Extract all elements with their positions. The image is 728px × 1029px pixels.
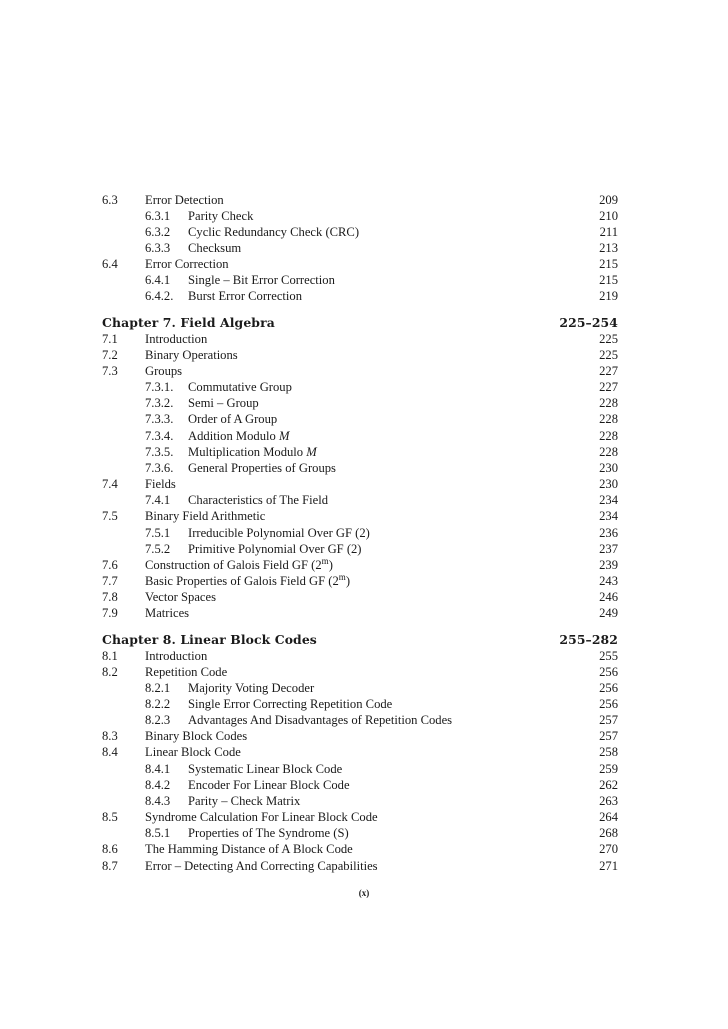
toc-subsection-row (0, 444, 728, 461)
section-number: 7.7 (102, 573, 118, 588)
section-title: Error Correction (145, 257, 229, 272)
page-number: 219 (599, 289, 618, 304)
section-title: Introduction (145, 648, 208, 663)
section-number: 8.4.1 (145, 761, 171, 776)
section-title: Binary Operations (145, 347, 238, 362)
toc-subsection-row (0, 696, 728, 713)
section-title: Systematic Linear Block Code (188, 761, 343, 776)
toc-subsection-row (0, 525, 728, 542)
page-number: 271 (599, 858, 618, 873)
page-number: 228 (599, 412, 618, 427)
section-number: 8.4.3 (145, 793, 171, 808)
page-number: 227 (599, 380, 618, 395)
section-number: 6.4 (102, 257, 118, 272)
page-number: 230 (599, 477, 618, 491)
section-number: 8.7 (102, 858, 118, 873)
toc-subsection-row (0, 272, 728, 289)
section-number: 7.3 (102, 364, 118, 378)
section-number: 7.3.3. (145, 412, 174, 427)
page-number: 210 (599, 208, 618, 223)
section-number: 7.5.1 (145, 525, 171, 540)
section-number: 7.4 (102, 477, 118, 491)
page-number: 234 (599, 509, 618, 524)
page-number: 215 (599, 257, 618, 272)
section-title: Properties of The Syndrome (S) (188, 826, 349, 841)
page-number: 256 (599, 664, 618, 679)
section-title: General Properties of Groups (188, 460, 336, 475)
section-title: Chapter 8. Linear Block Codes (102, 631, 317, 647)
toc-section-row (0, 347, 728, 364)
toc-section-row (0, 744, 728, 761)
section-number: 6.3.2 (145, 224, 171, 239)
section-number: 8.4.2 (145, 777, 171, 792)
section-title: The Hamming Distance of A Block Code (145, 842, 353, 857)
toc-section-row (0, 331, 728, 348)
toc-subsection-row (0, 411, 728, 428)
section-title: Parity Check (188, 208, 254, 223)
section-title: Irreducible Polynomial Over GF (2) (188, 525, 370, 540)
toc-subsection-row (0, 460, 728, 477)
section-title: Basic Properties of Galois Field GF (2$^m$) (145, 571, 351, 588)
section-number: 8.2.3 (145, 713, 171, 728)
page-number: 264 (599, 810, 618, 824)
section-title: Binary Block Codes (145, 729, 248, 744)
section-number: 8.4 (102, 745, 118, 760)
page-number: 225 (599, 331, 618, 346)
section-number: 7.1 (102, 331, 118, 346)
toc-subsection-row (0, 379, 728, 396)
section-title: Cyclic Redundancy Check (CRC) (188, 224, 360, 239)
page-number: 227 (599, 364, 618, 378)
section-title: Characteristics of The Field (188, 493, 329, 508)
toc-section-row (0, 605, 728, 622)
page-number: 255 (599, 648, 618, 663)
page-number: 237 (599, 541, 618, 556)
toc-section-row (0, 589, 728, 606)
section-title: Error – Detecting And Correcting Capabilities (145, 858, 378, 873)
toc-section-row (0, 728, 728, 745)
toc-subsection-row (0, 793, 728, 810)
page-number: 234 (599, 493, 618, 508)
toc-section-row (0, 363, 728, 380)
page-number: 215 (599, 273, 618, 288)
page-number: 263 (599, 793, 618, 808)
page-number: 213 (599, 241, 618, 255)
toc-section-row (0, 557, 728, 574)
toc-section-row (0, 256, 728, 273)
page-number: 268 (599, 826, 618, 841)
page-number: 228 (599, 396, 618, 411)
section-number: 7.3.4. (145, 428, 174, 443)
section-title: Chapter 7. Field Algebra (102, 315, 275, 330)
section-title: Order of A Group (188, 412, 278, 427)
section-number: 7.3.6. (145, 460, 174, 475)
page-number: 257 (599, 729, 618, 744)
toc-subsection-row (0, 395, 728, 412)
section-number: 7.9 (102, 606, 118, 621)
toc-subsection-row (0, 712, 728, 729)
page-number: 259 (599, 761, 618, 776)
toc-subsection-row (0, 777, 728, 794)
page-number: 209 (599, 192, 618, 207)
section-title: Single – Bit Error Correction (188, 273, 335, 288)
page-number: 256 (599, 697, 618, 711)
page-number: 243 (599, 573, 618, 588)
section-title: Linear Block Code (145, 745, 241, 760)
section-number: 8.2.2 (145, 697, 171, 711)
toc-subsection-row (0, 825, 728, 842)
section-number: 6.3.1 (145, 208, 171, 223)
section-number: 6.4.2. (145, 289, 174, 304)
section-title: Multiplication Modulo M (188, 444, 317, 459)
toc-section-row (0, 809, 728, 826)
section-number: 7.8 (102, 590, 118, 605)
section-number: 7.5.2 (145, 541, 171, 556)
section-number: 8.5.1 (145, 826, 171, 841)
section-number: 6.3.3 (145, 241, 171, 255)
section-title: Vector Spaces (145, 590, 216, 605)
toc-subsection-row (0, 208, 728, 225)
page-number: 257 (599, 713, 618, 728)
section-title: Primitive Polynomial Over GF (2) (188, 541, 362, 556)
page-number: 262 (599, 777, 618, 792)
section-number: 7.4.1 (145, 493, 171, 508)
section-title: Groups (145, 364, 183, 378)
page-number: 230 (599, 460, 618, 475)
toc-section-row (0, 508, 728, 525)
section-title: Binary Field Arithmetic (145, 509, 266, 524)
section-number: 7.2 (102, 347, 118, 362)
toc-subsection-row (0, 240, 728, 257)
toc-subsection-row (0, 680, 728, 697)
section-number: 7.5 (102, 509, 118, 524)
section-title: Commutative Group (188, 380, 292, 395)
section-number: 8.5 (102, 810, 118, 824)
section-number: 8.2 (102, 664, 118, 679)
page-number: 225 (599, 347, 618, 362)
chapter-heading (0, 314, 728, 331)
toc-subsection-row (0, 761, 728, 778)
page-number: 211 (599, 224, 618, 239)
section-number: 7.3.1. (145, 380, 174, 395)
toc-section-row (0, 476, 728, 493)
toc-section-row (0, 841, 728, 858)
section-title: Error Detection (145, 192, 224, 207)
page-number: 246 (599, 590, 618, 605)
section-title: Introduction (145, 331, 208, 346)
page-number: 258 (599, 745, 618, 760)
section-title: Matrices (145, 606, 190, 621)
section-number: 8.1 (102, 648, 118, 663)
toc-subsection-row (0, 428, 728, 445)
section-title: Single Error Correcting Repetition Code (188, 697, 393, 711)
toc-subsection-row (0, 224, 728, 241)
section-number: 8.3 (102, 729, 118, 744)
toc-section-row (0, 192, 728, 209)
section-title: Construction of Galois Field GF (2$^m$) (145, 555, 333, 572)
section-number: 6.3 (102, 192, 118, 207)
section-title: Encoder For Linear Block Code (188, 777, 350, 792)
page-number: 270 (599, 842, 618, 857)
section-number: 7.3.5. (145, 444, 174, 459)
toc-section-row (0, 858, 728, 875)
section-title: Advantages And Disadvantages of Repetition Codes (188, 713, 453, 728)
page-number: 225–254 (559, 315, 618, 330)
page-number: 236 (599, 525, 618, 540)
section-title: Syndrome Calculation For Linear Block Code (145, 810, 378, 824)
page-number-footer: (x) (358, 888, 370, 898)
toc-subsection-row (0, 541, 728, 558)
section-number: 8.2.1 (145, 680, 171, 695)
chapter-heading (0, 631, 728, 648)
section-title: Majority Voting Decoder (188, 680, 315, 695)
section-number: 8.6 (102, 842, 118, 857)
section-number: 7.3.2. (145, 396, 174, 411)
toc-section-row (0, 648, 728, 665)
page-number: 255–282 (559, 631, 618, 647)
section-title: Checksum (188, 241, 242, 255)
toc-section-row (0, 573, 728, 590)
section-title: Parity – Check Matrix (188, 793, 301, 808)
section-title: Burst Error Correction (188, 289, 303, 304)
page-number: 228 (599, 428, 618, 443)
page-number: 256 (599, 680, 618, 695)
section-title: Repetition Code (145, 664, 228, 679)
toc-subsection-row (0, 288, 728, 305)
toc-section-row (0, 664, 728, 681)
section-title: Fields (145, 477, 176, 491)
toc-subsection-row (0, 492, 728, 509)
section-title: Semi – Group (188, 396, 259, 411)
page-number: 239 (599, 557, 618, 572)
section-title: Addition Modulo M (188, 428, 290, 443)
section-number: 7.6 (102, 557, 118, 572)
page-number: 249 (599, 606, 618, 621)
section-number: 6.4.1 (145, 273, 171, 288)
page-number: 228 (599, 444, 618, 459)
